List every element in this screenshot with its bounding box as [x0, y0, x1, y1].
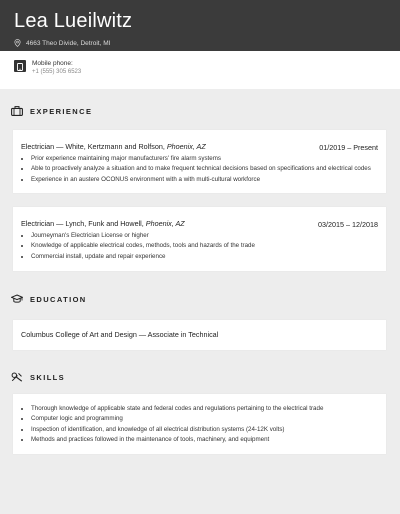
address-line	[14, 39, 110, 47]
experience-title: EXPERIENCE	[30, 106, 93, 116]
education-entry	[21, 330, 218, 339]
experience-card	[13, 207, 386, 271]
job-title: Electrician	[21, 142, 55, 151]
list-item: • Methods and practices followed in the maintenance of tools, machinery, and equipment	[31, 435, 323, 445]
skills-list	[21, 404, 323, 445]
phone-label: Mobile phone:	[32, 60, 73, 67]
skills-heading	[11, 372, 65, 382]
job-bullets	[21, 154, 371, 185]
job-heading	[21, 219, 185, 228]
tools-icon	[11, 372, 23, 382]
separator: —	[136, 330, 148, 339]
list-item: • Experience in an austere OCONUS environment with a with multi-cultural workforce	[31, 175, 371, 185]
experience-heading	[11, 106, 92, 116]
briefcase-icon	[11, 106, 23, 116]
job-dates: 01/2019 – Present	[319, 143, 378, 152]
list-item: • Computer logic and programming	[31, 414, 323, 424]
skills-title: SKILLS	[30, 372, 66, 382]
list-item: • Commercial install, update and repair experience	[31, 252, 255, 262]
list-item: • Thorough knowledge of applicable state and federal codes and regulations pertaining to the electrical trade	[31, 404, 323, 414]
list-item: • Knowledge of applicable electrical codes, methods, tools and hazards of the trade	[31, 241, 255, 251]
experience-card	[13, 130, 386, 193]
job-dates: 03/2015 – 12/2018	[318, 220, 378, 229]
employer: Lynch, Funk and Howell,	[65, 219, 144, 228]
address-text: 4663 Theo Divide, Detroit, MI	[26, 39, 111, 47]
location-pin-icon	[14, 39, 21, 47]
employer: White, Kertzmann and Rolfson,	[65, 142, 165, 151]
education-heading	[11, 294, 87, 304]
education-card	[13, 320, 386, 350]
school-name: Columbus College of Art and Design	[21, 330, 137, 339]
graduation-cap-icon	[11, 294, 23, 304]
job-heading	[21, 142, 206, 151]
list-item: • Prior experience maintaining major manufacturers' fire alarm systems	[31, 154, 371, 164]
phone-icon	[14, 60, 26, 72]
degree: Associate in Technical	[147, 330, 219, 339]
job-bullets	[21, 231, 255, 262]
job-location: Phoenix, AZ	[166, 142, 206, 151]
skills-card	[13, 394, 386, 454]
list-item: • Able to proactively analyze a situation and to make frequent technical decisions based on specifications and electrical codes	[31, 164, 371, 174]
list-item: • Inspection of identification, and knowledge of all electrical distribution systems (24-12K volts)	[31, 425, 323, 435]
list-item: • Journeyman's Electrician License or higher	[31, 231, 255, 241]
phone-number: +1 (555) 305 6523	[32, 69, 82, 75]
separator: —	[54, 219, 66, 228]
job-title: Electrician	[21, 219, 55, 228]
separator: —	[54, 142, 66, 151]
resume-header	[0, 0, 400, 51]
candidate-name: Lea Lueilwitz	[14, 10, 133, 32]
education-title: EDUCATION	[30, 294, 87, 304]
job-location: Phoenix, AZ	[145, 219, 185, 228]
